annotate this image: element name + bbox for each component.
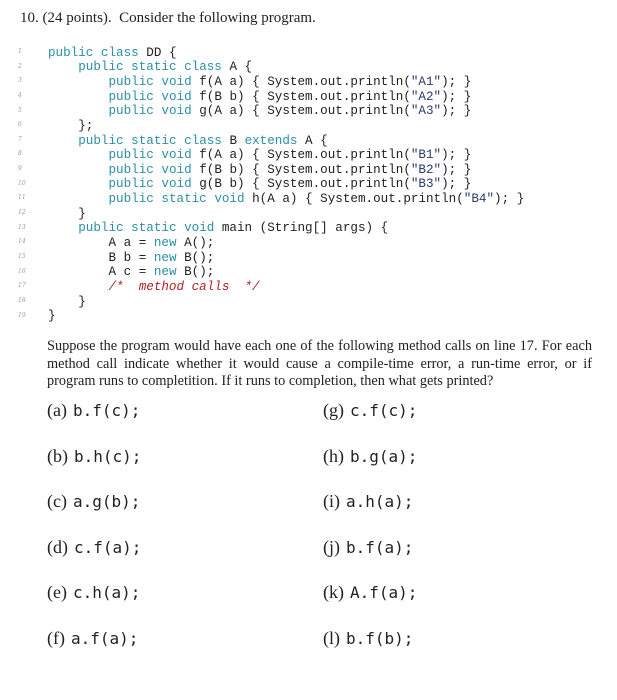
question-item <box>47 537 141 558</box>
problem-heading: 10. (24 points). Consider the following program. <box>20 10 316 26</box>
method-call: b.f(a); <box>346 537 414 557</box>
line-number: 15 <box>18 252 26 260</box>
code-text: } <box>48 309 56 324</box>
question-item <box>323 537 413 558</box>
code-line <box>18 250 524 265</box>
question-item <box>47 491 140 512</box>
code-listing <box>18 45 524 323</box>
code-text: public static class A { <box>78 60 253 75</box>
question-label: (j) <box>323 536 340 557</box>
code-text: public class DD { <box>48 45 177 60</box>
question-label: (a) <box>47 400 67 420</box>
code-line <box>18 221 524 236</box>
line-number: 2 <box>18 62 22 70</box>
question-item <box>47 446 141 467</box>
instructions-paragraph: Suppose the program would have each one of the following method calls on line 17. For each method call indicate whether it would cause a compile-time error, a run-time error, or if program runs to completition. If it runs to completion, then what gets printed? <box>47 338 592 389</box>
question-label: (k) <box>323 582 344 602</box>
code-line <box>18 60 524 75</box>
code-text: public void f(B b) { System.out.println("A2"); } <box>108 89 472 104</box>
method-call: a.g(b); <box>72 492 141 511</box>
code-text: A c = new B(); <box>108 265 215 280</box>
question-item <box>47 582 140 603</box>
line-number: 13 <box>18 223 26 231</box>
code-text: }; <box>48 118 94 133</box>
code-text: public void f(A a) { System.out.println("A1"); } <box>108 74 472 89</box>
line-number: 8 <box>18 150 22 158</box>
question-item <box>323 491 413 512</box>
code-line <box>18 309 524 324</box>
question-item <box>323 582 417 603</box>
line-number: 17 <box>18 282 26 290</box>
line-number: 1 <box>18 48 22 55</box>
line-number: 19 <box>18 311 26 319</box>
line-number: 14 <box>18 238 26 246</box>
code-line <box>18 265 524 280</box>
line-number: 12 <box>18 209 26 217</box>
code-line <box>18 45 524 60</box>
code-text: public void g(A a) { System.out.println("A3"); } <box>108 104 472 119</box>
code-text: } <box>48 206 86 221</box>
line-number: 10 <box>18 179 26 187</box>
code-line <box>18 104 524 119</box>
code-text: public static void h(A a) { System.out.println("B4"); } <box>108 192 525 207</box>
code-line <box>18 279 524 294</box>
question-list <box>47 400 607 670</box>
code-text: public static class B extends A { <box>78 133 328 148</box>
code-line <box>18 74 524 89</box>
method-call: c.f(a); <box>74 537 142 557</box>
method-call: c.h(a); <box>72 583 141 602</box>
question-label: (b) <box>47 445 68 466</box>
line-number: 7 <box>18 135 22 143</box>
code-text: public void g(B b) { System.out.println("B3"); } <box>108 177 472 192</box>
method-call: b.g(a); <box>350 446 418 466</box>
question-item <box>323 400 417 421</box>
code-line <box>18 133 524 148</box>
code-text: A a = new A(); <box>108 235 215 250</box>
code-line <box>18 294 524 309</box>
code-line <box>18 118 524 133</box>
line-number: 11 <box>18 194 26 202</box>
code-line <box>18 206 524 221</box>
code-text: /* method calls */ <box>108 279 260 294</box>
code-text: B b = new B(); <box>108 250 215 265</box>
question-label: (i) <box>323 491 340 511</box>
code-line <box>18 162 524 177</box>
question-label: (e) <box>47 582 67 602</box>
question-label: (c) <box>47 491 67 511</box>
code-line <box>18 235 524 250</box>
method-call: b.f(b); <box>346 628 414 648</box>
question-item <box>47 628 138 649</box>
question-item <box>323 446 417 467</box>
code-line <box>18 191 524 206</box>
code-line <box>18 177 524 192</box>
line-number: 3 <box>18 77 22 85</box>
code-text: public static void main (String[] args) { <box>78 221 389 236</box>
method-call: b.f(c); <box>72 401 141 420</box>
code-line <box>18 89 524 104</box>
method-call: a.f(a); <box>70 628 139 648</box>
code-text: public void f(A a) { System.out.println("B1"); } <box>108 148 472 163</box>
question-label: (l) <box>323 627 340 648</box>
line-number: 16 <box>18 267 26 275</box>
code-text: public void f(B b) { System.out.println("B2"); } <box>108 162 472 177</box>
question-label: (h) <box>323 445 344 466</box>
line-number: 4 <box>18 91 22 99</box>
question-item <box>323 628 413 649</box>
question-label: (f) <box>47 627 65 648</box>
line-number: 5 <box>18 106 22 114</box>
code-line <box>18 147 524 162</box>
line-number: 6 <box>18 121 22 129</box>
method-call: A.f(a); <box>350 583 418 602</box>
method-call: b.h(c); <box>74 446 142 466</box>
question-label: (d) <box>47 536 68 557</box>
method-call: c.f(c); <box>350 401 418 420</box>
method-call: a.h(a); <box>346 492 414 511</box>
line-number: 9 <box>18 165 22 173</box>
line-number: 18 <box>18 296 26 304</box>
question-label: (g) <box>323 400 344 420</box>
question-item <box>47 400 140 421</box>
code-text: } <box>48 294 86 309</box>
